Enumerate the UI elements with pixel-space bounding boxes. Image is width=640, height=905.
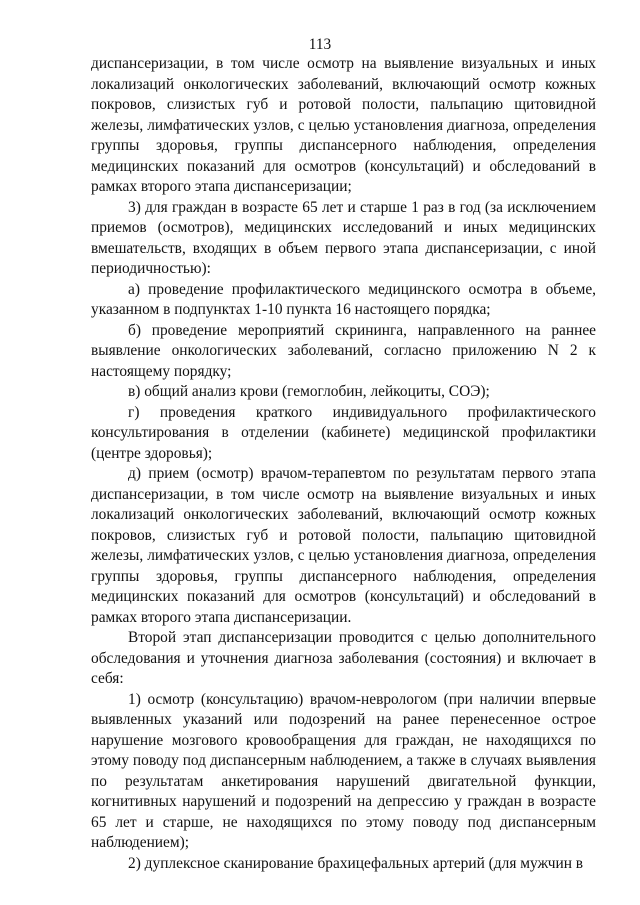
paragraph-subitem-a: а) проведение профилактического медицинского осмотра в объеме, указанном в подпунктах 1-10 пункта 16 настоящего порядка; — [91, 280, 596, 318]
paragraph-subitem-v: в) общий анализ крови (гемоглобин, лейкоциты, СОЭ); — [128, 383, 490, 400]
page-number: 113 — [308, 36, 332, 53]
paragraph-second-stage: Второй этап диспансеризации проводится с целью дополнительного обследования и уточнения диагноза заболевания (состояния) и включает в себя: — [91, 629, 596, 687]
paragraph-subitem-b: б) проведение мероприятий скрининга, направленного на раннее выявление онкологических заболеваний, согласно приложению N 2 к настоящему порядку; — [91, 321, 596, 380]
document-body — [91, 54, 596, 874]
paragraph-second-stage-item-1: 1) осмотр (консультацию) врачом-неврологом (при наличии впервые выявленных указаний или подозрений на ранее перенесенное острое нарушение мозгового кровообращения для граждан, не находящихся по этому поводу под диспансерным наблюдением, а также в случаях выявления по результатам анкетирования нарушений двигательной функции, когнитивных нарушений и подозрений на депрессию у граждан в возрасте 65 лет и старше, не находящихся по этому поводу под диспансерным наблюдением); — [91, 690, 596, 851]
paragraph-subitem-g: г) проведения краткого индивидуального профилактического консультирования в отделении (кабинете) медицинской профилактики (центре здоровья); — [91, 403, 596, 462]
paragraph-subitem-d: д) прием (осмотр) врачом-терапевтом по результатам первого этапа диспансеризации, в том числе осмотр на выявление визуальных и иных локализаций онкологических заболеваний, включающий осмотр кожных покровов, слизистых губ и ротовой полости, пальпацию щитовидной железы, лимфатических узлов, с целью установления диагноза, определения группы здоровья, группы диспансерного наблюдения, определения медицинских показаний для осмотров (консультаций) и обследований в рамках второго этапа диспансеризации. — [91, 465, 596, 626]
paragraph-second-stage-item-2: 2) дуплексное сканирование брахицефальных артерий (для мужчин в — [128, 854, 584, 872]
paragraph-item-3: 3) для граждан в возрасте 65 лет и старше 1 раз в год (за исключением приемов (осмотров), медицинских исследований и иных медицинских вмешательств, входящих в объем первого этапа диспансеризации, с иной периодичностью): — [91, 198, 596, 277]
paragraph-continuation: диспансеризации, в том числе осмотр на выявление визуальных и иных локализаций онкологических заболеваний, включающий осмотр кожных покровов, слизистых губ и ротовой полости, пальпацию щитовидной железы, лимфатических узлов, с целью установления диагноза, определения группы здоровья, группы диспансерного наблюдения, определения медицинских показаний для осмотров (консультаций) и обследований в рамках второго этапа диспансеризации; — [91, 55, 596, 195]
